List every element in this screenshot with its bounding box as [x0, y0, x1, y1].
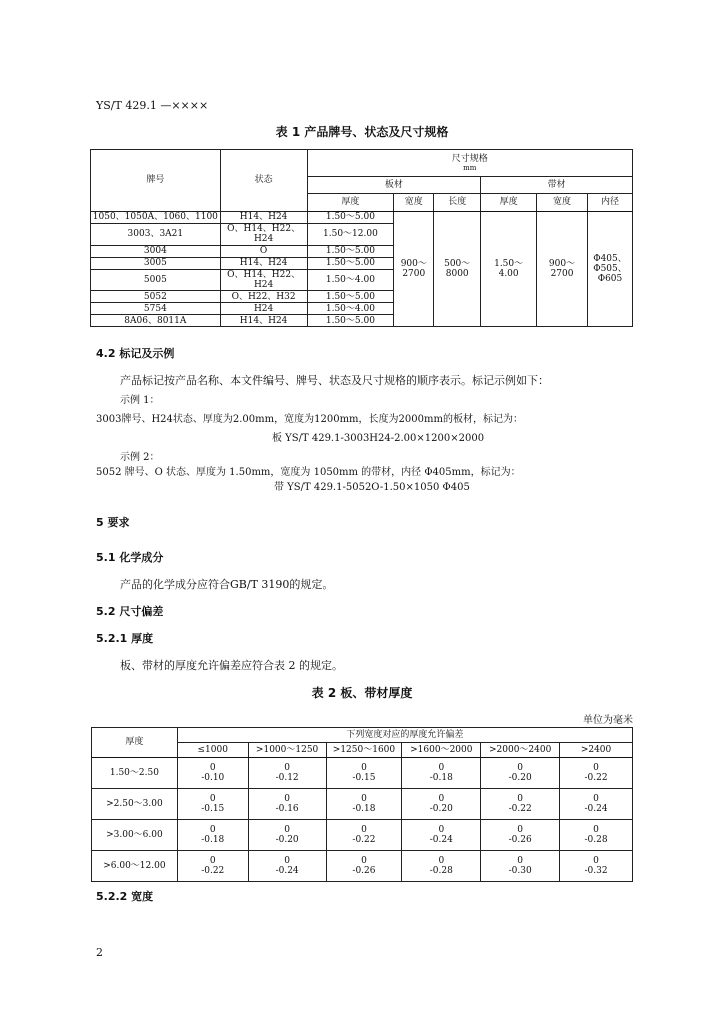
thickness-cell: 1.50～5.00 [307, 245, 394, 257]
tolerance-cell [177, 758, 248, 789]
tolerance-lower: -0.20 [275, 835, 299, 845]
grade-cell: 1050、1050A、1060、1100 [91, 212, 221, 224]
temper-cell: O、H14、H22、H24 [220, 224, 307, 246]
width-col-header: >1000～1250 [248, 743, 326, 758]
header-grade: 牌号 [91, 150, 221, 212]
plate-length-merged [434, 212, 481, 327]
tolerance-cell [481, 789, 560, 820]
tolerance-lower: -0.22 [352, 835, 376, 845]
table-row [92, 758, 633, 789]
temper-cell: O、H22、H32 [220, 291, 307, 303]
section-5-2-2-heading: 5.2.2 宽度 [96, 890, 154, 903]
header-plate-thickness: 厚度 [307, 194, 394, 212]
tolerance-upper: 0 [593, 793, 599, 804]
tolerance-lower: -0.28 [429, 866, 453, 876]
plate-length-line1: 500～ [444, 258, 471, 269]
tolerance-cell [481, 820, 560, 851]
example1-text: 3003牌号、H24状态、厚度为2.00mm，宽度为1200mm，长度为2000mm的板材，标记为： [96, 414, 523, 425]
thickness-cell: 1.50～5.00 [307, 315, 394, 327]
example1-mark: 板 YS/T 429.1-3003H24-2.00×1200×2000 [272, 433, 485, 444]
table-row [91, 212, 633, 224]
table-row [92, 789, 633, 820]
table2-row-header: 厚度 [92, 728, 178, 758]
strip-width-merged [537, 212, 588, 327]
tolerance-lower: -0.22 [201, 866, 225, 876]
tolerance-upper: 0 [209, 793, 216, 804]
tolerance-upper: 0 [593, 855, 599, 866]
tolerance-cell [560, 820, 633, 851]
tolerance-lower: -0.18 [352, 804, 376, 814]
thickness-cell: 1.50～5.00 [307, 291, 394, 303]
example2-mark: 带 YS/T 429.1-5052O-1.50×1050 Φ405 [274, 482, 470, 493]
thickness-range-cell: >6.00～12.00 [92, 851, 178, 882]
strip-thickness-line2: 4.00 [498, 269, 519, 280]
tolerance-upper: 0 [284, 855, 290, 866]
tolerance-lower: -0.16 [275, 804, 299, 814]
temper-cell: H14、H24 [220, 212, 307, 224]
thickness-range-cell: >3.00～6.00 [92, 820, 178, 851]
temper-cell: H14、H24 [220, 257, 307, 269]
tolerance-upper: 0 [517, 762, 524, 773]
header-dimension-label: 尺寸规格 [451, 153, 488, 164]
tolerance-upper: 0 [361, 824, 367, 835]
table-row [92, 851, 633, 882]
tolerance-cell [402, 820, 481, 851]
tolerance-lower: -0.32 [584, 866, 608, 876]
example2-text: 5052 牌号、O 状态、厚度为 1.50mm，宽度为 1050mm 的带材，内径 Φ405mm，标记为： [96, 467, 521, 478]
width-col-header: >1250～1600 [326, 743, 402, 758]
table2-thickness-tolerance [91, 727, 633, 882]
header-plate: 板材 [307, 177, 481, 194]
tolerance-lower: -0.15 [201, 804, 225, 814]
tolerance-lower: -0.10 [201, 773, 225, 783]
tolerance-cell [560, 851, 633, 882]
tolerance-lower: -0.22 [584, 773, 608, 783]
temper-cell: H24 [220, 303, 307, 315]
thickness-range-cell: 1.50～2.50 [92, 758, 178, 789]
width-col-header: >1600～2000 [402, 743, 481, 758]
header-temper: 状态 [220, 150, 307, 212]
header-plate-width: 宽度 [394, 194, 434, 212]
plate-width-line2: 2700 [402, 269, 426, 280]
strip-thickness-line1: 1.50～ [494, 258, 524, 269]
header-strip-inner-diameter: 内径 [587, 194, 632, 212]
grade-cell: 5052 [91, 291, 221, 303]
tolerance-cell [326, 758, 402, 789]
tolerance-upper: 0 [593, 762, 599, 773]
tolerance-cell [481, 851, 560, 882]
grade-cell: 3004 [91, 245, 221, 257]
tolerance-upper: 0 [284, 793, 290, 804]
tolerance-upper: 0 [438, 793, 445, 804]
thickness-range-cell: >2.50～3.00 [92, 789, 178, 820]
tolerance-upper: 0 [284, 824, 290, 835]
section-5-heading: 5 要求 [96, 516, 130, 529]
grade-cell: 5005 [91, 269, 221, 291]
grade-cell: 5754 [91, 303, 221, 315]
tolerance-cell [560, 758, 633, 789]
width-col-header: ≤1000 [177, 743, 248, 758]
plate-length-line2: 8000 [445, 269, 469, 280]
thickness-cell: 1.50～5.00 [307, 257, 394, 269]
thickness-cell: 1.50～12.00 [307, 224, 394, 246]
section-4-2-heading: 4.2 标记及示例 [96, 347, 175, 360]
tolerance-cell [177, 789, 248, 820]
table2-group-header: 下列宽度对应的厚度允许偏差 [177, 728, 632, 743]
tolerance-cell [248, 820, 326, 851]
tolerance-upper: 0 [361, 793, 367, 804]
tolerance-lower: -0.28 [584, 835, 608, 845]
tolerance-cell [177, 851, 248, 882]
tolerance-upper: 0 [209, 762, 216, 773]
thickness-cell: 1.50～4.00 [307, 269, 394, 291]
tolerance-upper: 0 [517, 855, 524, 866]
temper-cell: O [220, 245, 307, 257]
header-strip-thickness: 厚度 [481, 194, 537, 212]
grade-cell: 3003、3A21 [91, 224, 221, 246]
tolerance-lower: -0.22 [508, 804, 532, 814]
header-dimension-unit: mm [463, 164, 477, 173]
tolerance-cell [248, 851, 326, 882]
width-col-header: >2400 [560, 743, 633, 758]
strip-thickness-merged [481, 212, 537, 327]
tolerance-cell [248, 758, 326, 789]
tolerance-upper: 0 [438, 762, 445, 773]
width-col-header: >2000～2400 [481, 743, 560, 758]
temper-cell: H14、H24 [220, 315, 307, 327]
tolerance-lower: -0.12 [275, 773, 299, 783]
inner-diameter-line2: Φ505、 [593, 264, 627, 275]
page-number: 2 [96, 946, 103, 959]
plate-width-merged [394, 212, 434, 327]
tolerance-cell [402, 789, 481, 820]
tolerance-upper: 0 [438, 824, 445, 835]
tolerance-lower: -0.24 [584, 804, 608, 814]
grade-cell: 8A06、8011A [91, 315, 221, 327]
tolerance-upper: 0 [361, 762, 367, 773]
tolerance-lower: -0.26 [508, 835, 532, 845]
tolerance-upper: 0 [593, 824, 599, 835]
tolerance-lower: -0.18 [201, 835, 225, 845]
tolerance-cell [326, 851, 402, 882]
tolerance-upper: 0 [209, 855, 216, 866]
tolerance-cell [248, 789, 326, 820]
tolerance-lower: -0.24 [429, 835, 453, 845]
thickness-cell: 1.50～5.00 [307, 212, 394, 224]
temper-cell: O、H14、H22、H24 [220, 269, 307, 291]
strip-width-line1: 900～ [548, 258, 576, 269]
tolerance-upper: 0 [361, 855, 367, 866]
tolerance-cell [402, 758, 481, 789]
tolerance-lower: -0.26 [352, 866, 376, 876]
table1-caption: 表 1 产品牌号、状态及尺寸规格 [275, 125, 449, 139]
tolerance-cell [326, 820, 402, 851]
header-strip-width: 宽度 [537, 194, 588, 212]
section-4-2-intro: 产品标记按产品名称、本文件编号、牌号、状态及尺寸规格的顺序表示。标记示例如下： [120, 374, 549, 387]
header-strip: 带材 [481, 177, 633, 194]
inner-diameter-merged [587, 212, 632, 327]
tolerance-upper: 0 [284, 762, 290, 773]
table2-unit-note: 单位为毫米 [583, 715, 633, 726]
tolerance-cell [481, 758, 560, 789]
inner-diameter-line1: Φ405、 [593, 253, 627, 264]
tolerance-upper: 0 [517, 793, 524, 804]
inner-diameter-line3: Φ605 [597, 274, 623, 285]
tolerance-upper: 0 [517, 824, 524, 835]
tolerance-upper: 0 [438, 855, 445, 866]
section-5-2-1-text: 板、带材的厚度允许偏差应符合表 2 的规定。 [120, 659, 343, 672]
tolerance-cell [177, 820, 248, 851]
tolerance-upper: 0 [209, 824, 216, 835]
tolerance-lower: -0.20 [429, 804, 453, 814]
section-5-1-heading: 5.1 化学成分 [96, 551, 164, 564]
example1-label: 示例 1： [120, 395, 160, 406]
section-5-2-heading: 5.2 尺寸偏差 [96, 605, 164, 618]
example2-label: 示例 2： [120, 452, 160, 463]
tolerance-lower: -0.18 [429, 773, 453, 783]
section-5-1-text: 产品的化学成分应符合GB/T 3190的规定。 [120, 578, 334, 591]
tolerance-lower: -0.20 [508, 773, 532, 783]
tolerance-cell [402, 851, 481, 882]
table-row [92, 820, 633, 851]
tolerance-lower: -0.24 [275, 866, 299, 876]
document-header-id: YS/T 429.1 —×××× [96, 99, 209, 112]
section-5-2-1-heading: 5.2.1 厚度 [96, 632, 154, 645]
tolerance-lower: -0.15 [352, 773, 376, 783]
tolerance-cell [560, 789, 633, 820]
header-plate-length: 长度 [434, 194, 481, 212]
strip-width-line2: 2700 [550, 269, 574, 280]
thickness-cell: 1.50～4.00 [307, 303, 394, 315]
plate-width-line1: 900～ [400, 258, 427, 269]
table2-caption: 表 2 板、带材厚度 [311, 686, 413, 700]
header-dimension [307, 150, 632, 177]
grade-cell: 3005 [91, 257, 221, 269]
table1-grade-temper-dimensions [90, 149, 633, 327]
tolerance-lower: -0.30 [508, 866, 532, 876]
tolerance-cell [326, 789, 402, 820]
